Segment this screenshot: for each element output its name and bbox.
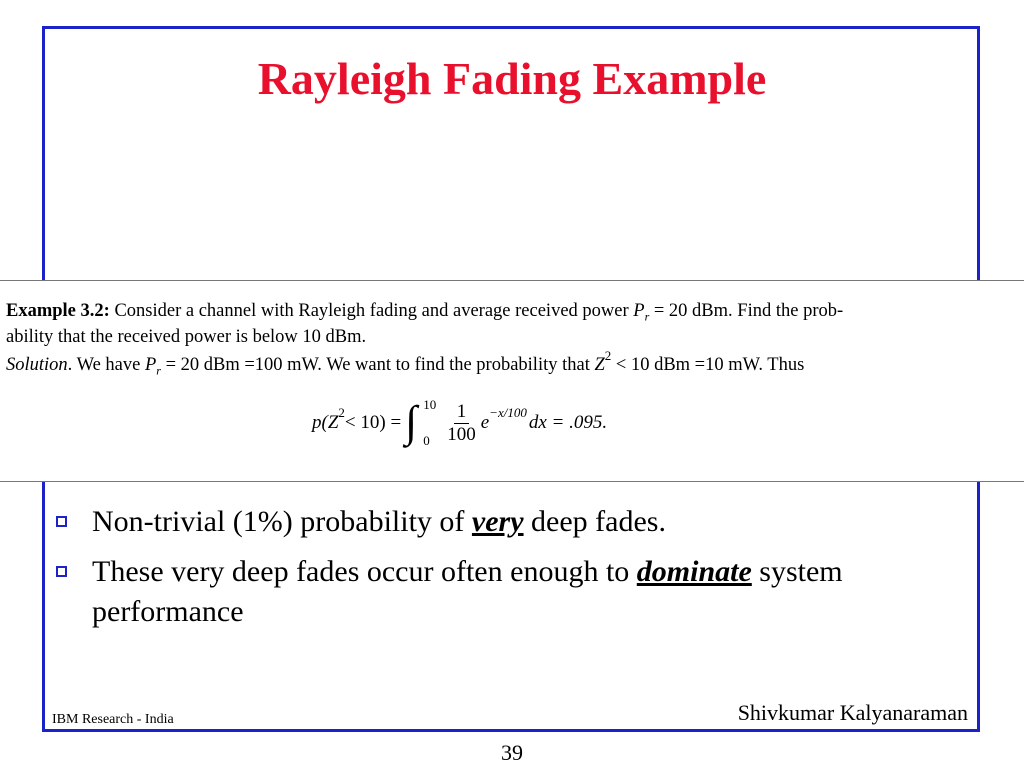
eq-tail: dx = .095. [528, 412, 608, 433]
example-line-2: ability that the received power is below 10 dBm. [6, 327, 367, 347]
emphasis-dominate: dominate [636, 555, 752, 588]
example-text-1b: = 20 dBm. Find the prob- [649, 301, 844, 321]
integral-lower: 0 [423, 433, 430, 448]
eq-lhs-rest: < 10) = [344, 412, 402, 433]
square-bullet-icon [56, 566, 67, 577]
fraction-denominator: 100 [447, 423, 476, 445]
footer-author: Shivkumar Kalyanaraman [737, 700, 968, 725]
eq-lhs: p(Z [312, 412, 339, 433]
eq-lhs-exponent: 2 [338, 405, 345, 420]
example-text-3c: < 10 dBm =10 mW. Thus [611, 355, 805, 375]
page-number: 39 [501, 740, 523, 765]
fraction-numerator: 1 [454, 401, 470, 424]
bullet-item: These very deep fades occur often enough to dominate system performance [56, 552, 956, 632]
power-symbol: $P_r$ [633, 301, 650, 324]
fraction [444, 401, 479, 446]
z-exponent: 2 [604, 348, 612, 363]
example-text-3a: . We have [67, 355, 145, 375]
example-line-3 [6, 348, 805, 379]
integral-limits [423, 397, 436, 449]
example-line-1 [6, 301, 843, 325]
integral-upper: 10 [423, 397, 437, 412]
probability-equation [312, 393, 607, 453]
slide-title: Rayleigh Fading Example [257, 53, 767, 104]
square-bullet-icon [56, 516, 67, 527]
example-text-3b: = 20 dBm =100 mW. We want to find the probability that [160, 355, 595, 375]
power-symbol-2: $P_r$ [144, 355, 161, 378]
integral-sign: ∫ [405, 396, 418, 446]
exp-power: −x/100 [489, 405, 527, 420]
bullet-item: Non-trivial (1%) probability of very deep fades. [56, 502, 956, 542]
example-excerpt [0, 280, 1024, 482]
z-symbol: Z [594, 355, 605, 375]
example-text-1a: Consider a channel with Rayleigh fading and average received power [109, 301, 634, 321]
emphasis-very: very [471, 505, 524, 538]
bullet-list [56, 502, 956, 642]
solution-label: Solution [6, 355, 68, 375]
exp-base: e [480, 412, 490, 433]
example-label: Example 3.2: [6, 301, 110, 321]
footer-organization: IBM Research - India [52, 712, 174, 727]
